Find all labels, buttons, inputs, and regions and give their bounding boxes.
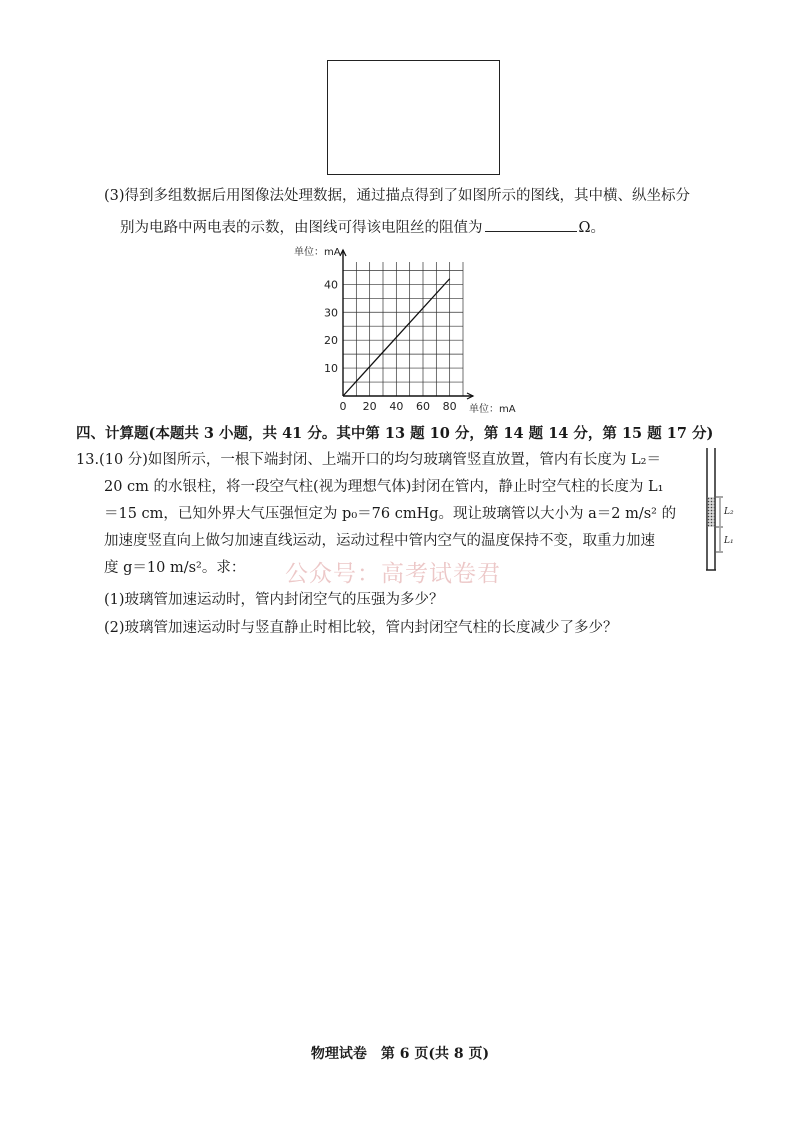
y-tick-label: 10: [324, 362, 338, 376]
q3-line2-unit: Ω。: [578, 220, 606, 236]
q13-sub1: (1)玻璃管加速运动时，管内封闭空气的压强为多少？: [104, 592, 444, 608]
page-footer: 物理试卷 第 6 页(共 8 页): [310, 1046, 490, 1062]
x-axis-label: 单位：mA: [469, 404, 516, 414]
glass-tube-diagram: [695, 446, 743, 576]
x-tick-label: 20: [362, 400, 377, 413]
y-axis-label: 单位：mA: [294, 247, 341, 258]
y-tick-label: 30: [324, 306, 338, 320]
q3-line2: [120, 217, 605, 238]
section4-heading: 四、计算题: [76, 425, 149, 442]
q13-line5: 度 g＝10 m/s²。求：: [104, 560, 246, 576]
iv-graph: [280, 238, 540, 414]
x-tick-label: 0: [339, 400, 347, 413]
tube-label-l2: L₂: [724, 507, 734, 517]
y-tick-label: 20: [324, 334, 338, 348]
x-tick-label: 40: [389, 400, 404, 413]
mercury-column: [708, 497, 714, 527]
q3-line1: (3)得到多组数据后用图像法处理数据，通过描点得到了如图所示的图线，其中横、纵坐标分: [104, 188, 691, 204]
tube-label-l1: L₁: [724, 536, 734, 546]
section4-header: [76, 424, 713, 444]
watermark: 公众号：高考试卷君: [285, 561, 501, 587]
x-tick-label: 60: [416, 400, 430, 413]
q13-line2: 20 cm 的水银柱，将一段空气柱(视为理想气体)封闭在管内，静止时空气柱的长度为 L₁: [104, 479, 664, 495]
x-tick-label: 80: [442, 400, 457, 413]
y-tick-label: 40: [324, 278, 338, 292]
q13-line4: 加速度竖直向上做匀加速直线运动，运动过程中管内空气的温度保持不变，取重力加速: [104, 533, 655, 549]
q13-line3: ＝15 cm，已知外界大气压强恒定为 p₀＝76 cmHg。现让玻璃管以大小为 a＝2 m/s² 的: [104, 506, 677, 522]
answer-drawing-box: [327, 60, 500, 175]
answer-blank[interactable]: [485, 217, 577, 232]
q13-line1: 13.(10 分)如图所示，一根下端封闭、上端开口的均匀玻璃管竖直放置，管内有长度为 L₂＝: [76, 452, 661, 468]
q13-sub2: (2)玻璃管加速运动时与竖直静止时相比较，管内封闭空气柱的长度减少了多少？: [104, 620, 618, 636]
q3-line2-text: 别为电路中两电表的示数，由图线可得该电阻丝的阻值为: [120, 220, 483, 236]
section4-desc: (本题共 3 小题，共 41 分。其中第 13 题 10 分，第 14 题 14 分，第 15 题 17 分): [148, 425, 714, 442]
